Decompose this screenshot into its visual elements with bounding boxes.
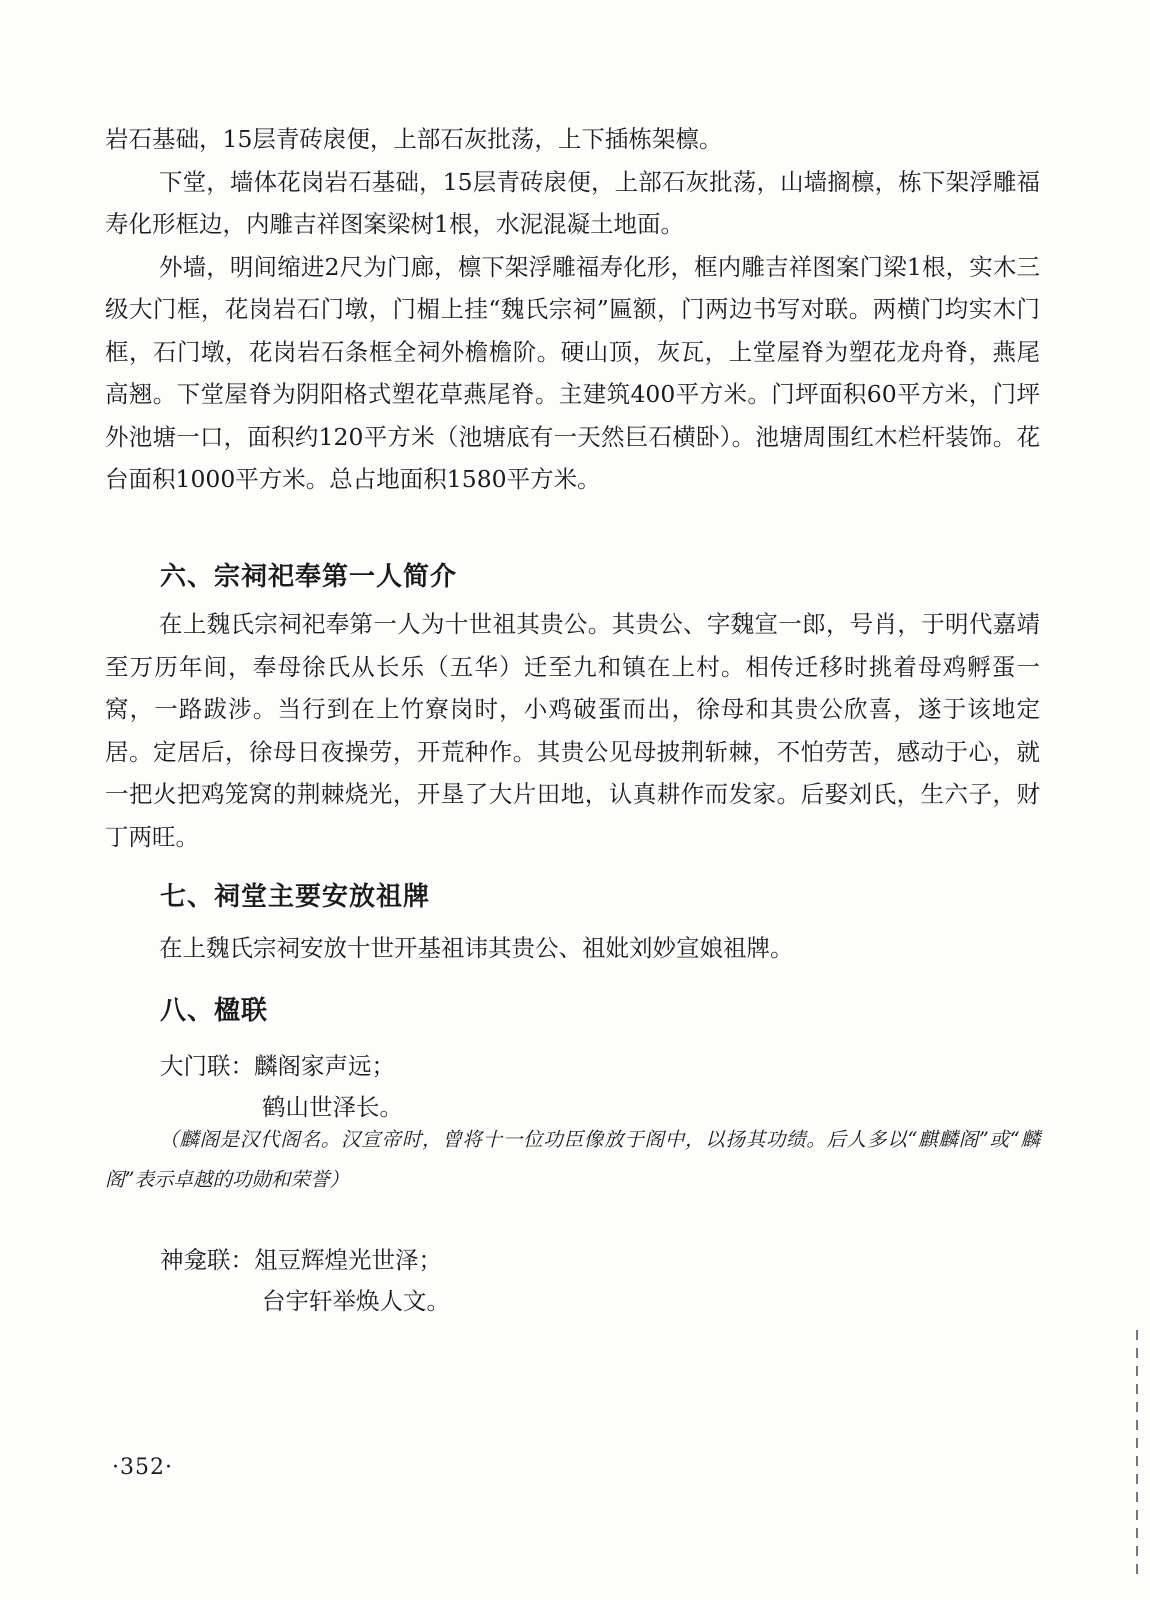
paragraph-ancestral-tablets: 在上魏氏宗祠安放十世开基祖讳其贵公、祖妣刘妙宣娘祖牌。: [159, 934, 794, 962]
heading-section-8: 八、楹联: [160, 996, 269, 1026]
paragraph-outer-wall: 外墙，明间缩进2尺为门廊，檩下架浮雕福寿化形，框内雕吉祥图案门梁1根，实木三级大门框，花岗岩石门墩，门楣上挂“魏氏宗祠”匾额，门两边书写对联。两横门均实木门框，石门墩，花岗岩石条框全祠外檐檐阶。硬山顶，灰瓦，上堂屋脊为塑花龙舟脊，燕尾高翘。下堂屋脊为阴阳格式塑花草燕尾脊。主建筑400平方米。门坪面积60平方米，门坪外池塘一口，面积约120平方米（池塘底有一天然巨石横卧）。池塘周围红木栏杆装饰。花台面积1000平方米。总占地面积1580平方米。: [105, 252, 1040, 493]
paragraph-lower-hall: 下堂，墙体花岗岩石基础，15层青砖扆便，上部石灰批荡，山墙搁檩，栋下架浮雕福寿化形框边，内雕吉祥图案梁树1根，水泥混凝土地面。: [105, 167, 1040, 238]
paragraph-foundation: 岩石基础，15层青砖扆便，上部石灰批荡，上下插栋架檩。: [105, 125, 723, 153]
couplet-annotation-note: （麟阁是汉代阁名。汉宣帝时，曾将十一位功臣像放于阁中，以扬其功绩。后人多以“麒麟阁”或“麟阁”表示卓越的功勋和荣誉）: [105, 1128, 1040, 1191]
body-text-top: [105, 118, 1040, 501]
couplet-gate-line-2: 鹤山世泽长。: [262, 1093, 403, 1121]
scan-edge-mark: [1136, 1330, 1138, 1580]
couplet-label: 大门联：: [160, 1052, 254, 1080]
couplet-gate-label: [160, 1047, 395, 1081]
heading-section-7: 七、祠堂主要安放祖牌: [160, 882, 431, 912]
heading-section-6: 六、宗祠祀奉第一人简介: [160, 562, 458, 592]
couplet-shrine-label: [160, 1241, 442, 1275]
couplet-label: 神龛联：: [160, 1246, 254, 1274]
paragraph-first-ancestor: 在上魏氏宗祠祀奉第一人为十世祖其贵公。其贵公、字魏宣一郎，号肖，于明代嘉靖至万历年间，奉母徐氏从长乐（五华）迁至九和镇在上村。相传迁移时挑着母鸡孵蛋一窝，一路跋涉。当行到在上竹寮岗时，小鸡破蛋而出，徐母和其贵公欣喜，遂于该地定居。定居后，徐母日夜操劳，开荒种作。其贵公见母披荆斩棘，不怕劳苦，感动于心，就一把火把鸡笼窝的荆棘烧光，开垦了大片田地，认真耕作而发家。后娶刘氏，生六子，财丁两旺。: [105, 610, 1040, 851]
couplet-line: 麟阁家声远；: [254, 1052, 395, 1080]
couplet-line: 俎豆辉煌光世泽；: [254, 1246, 442, 1274]
body-text-section-6: [105, 603, 1040, 858]
couplet-shrine-line-2: 台宇轩举焕人文。: [262, 1287, 450, 1315]
page-number: ·352·: [112, 1455, 173, 1480]
body-text-section-7: [105, 927, 1040, 970]
